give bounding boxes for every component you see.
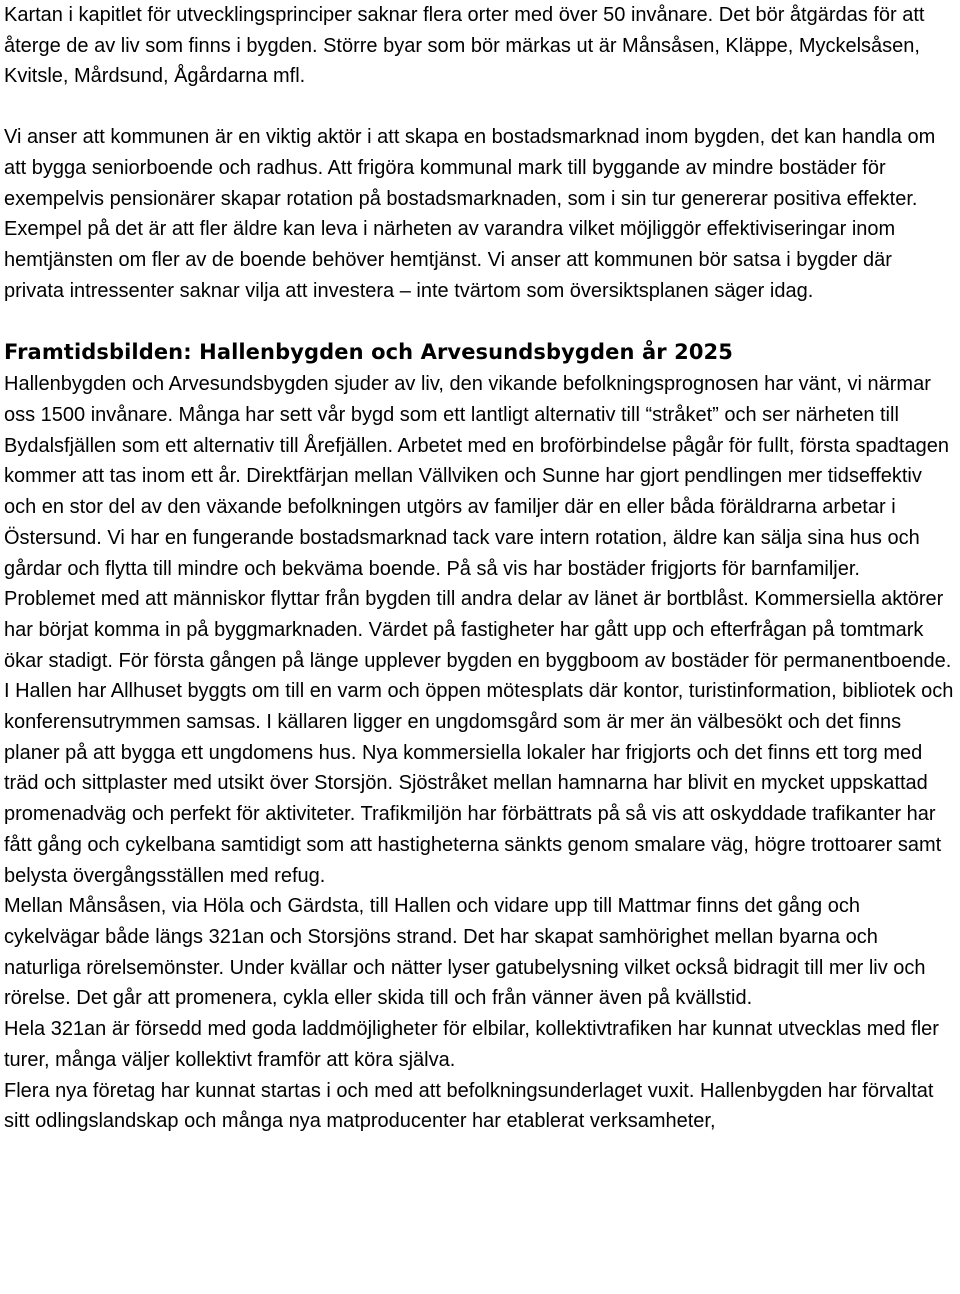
section-body	[4, 369, 956, 1137]
section-paragraph-befolkning: Hallenbygden och Arvesundsbygden sjuder av liv, den vikande befolkningsprognosen har vänt, vi närmar oss 1500 invånare. Många har sett vår bygd som ett lantligt alternativ till “stråket” och ser närheten till Bydalsfjällen som ett alternativ till Årefjällen. Arbetet med en broförbindelse pågår för fullt, första spadtagen kommer att tas inom ett år. Direktfärjan mellan Vällviken och Sunne har gjort pendlingen mer tidseffektiv och en stor del av den växande befolkningen utgörs av familjer där en eller båda föräldrarna arbetar i Östersund. Vi har en fungerande bostadsmarknad tack vare intern rotation, äldre kan sälja sina hus och gårdar och flytta till mindre och bekväma boende. På så vis har bostäder frigjorts för barnfamiljer. Problemet med att människor flyttar från bygden till andra delar av länet är bortblåst. Kommersiella aktörer har börjat komma in på byggmarknaden. Värdet på fastigheter har gått upp och efterfrågan på tomtmark ökar stadigt. För första gången på länge upplever bygden en byggboom av bostäder för permanentboende.	[4, 373, 952, 672]
intro-paragraph-orter: Kartan i kapitlet för utvecklingsprinciper saknar flera orter med över 50 invånare. Det bör åtgärdas för att återge de av liv som finns i bygden. Större byar som bör märkas ut är Månsåsen, Kläppe, Myckelsåsen, Kvitsle, Mårdsund, Ågårdarna mfl.	[4, 4, 925, 88]
section-paragraph-foretag: Flera nya företag har kunnat startas i och med att befolkningsunderlaget vuxit. Hallenbygden har förvaltat sitt odlingslandskap och många nya matproducenter har etablerat verksamheter,	[4, 1079, 934, 1133]
section-paragraph-laddmojligheter: Hela 321an är försedd med goda laddmöjligheter för elbilar, kollektivtrafiken har kunnat utvecklas med fler turer, många väljer kollektivt framför att köra själva.	[4, 1018, 939, 1071]
section-paragraph-cykelvagar: Mellan Månsåsen, via Höla och Gärdsta, till Hallen och vidare upp till Mattmar finns det gång och cykelvägar både längs 321an och Storsjöns strand. Det har skapat samhörighet mellan byarna och naturliga rörelsemönster. Under kvällar och nätter lyser gatubelysning vilket också bidragit till mer liv och rörelse. Det går att promenera, cykla eller skida till och från vänner även på kvällstid.	[4, 895, 926, 1010]
section-paragraph-allhuset: I Hallen har Allhuset byggts om till en varm och öppen mötesplats där kontor, turistinformation, bibliotek och konferensutrymmen samsas. I källaren ligger en ungdomsgård som är mer än välbesökt och det finns planer på att bygga ett ungdomens hus. Nya kommersiella lokaler har frigjorts och det finns ett torg med träd och sittplaster med utsikt över Storsjön. Sjöstråket mellan hamnarna har blivit en mycket uppskattad promenadväg och perfekt för aktiviteter. Trafikmiljön har förbättrats på så vis att oskyddade trafikanter har fått gång och cykelbana samtidigt som att hastigheterna sänkts genom smalare väg, högre trottoarer samt belysta övergångsställen med refug.	[4, 680, 954, 887]
section-heading-framtidsbilden: Framtidsbilden: Hallenbygden och Arvesundsbygden år 2025	[4, 340, 733, 365]
document-page	[4, 0, 956, 1137]
intro-paragraph-bostadsmarknad: Vi anser att kommunen är en viktig aktör i att skapa en bostadsmarknad inom bygden, det kan handla om att bygga seniorboende och radhus. Att frigöra kommunal mark till byggande av mindre bostäder för exempelvis pensionärer skapar rotation på bostadsmarknaden, som i sin tur genererar positiva effekter. Exempel på det är att fler äldre kan leva i närheten av varandra vilket möjliggör effektiviseringar inom hemtjänsten om fler av de boende behöver hemtjänst. Vi anser att kommunen bör satsa i bygder där privata intressenter saknar vilja att investera – inte tvärtom som översiktsplanen säger idag.	[4, 126, 936, 302]
